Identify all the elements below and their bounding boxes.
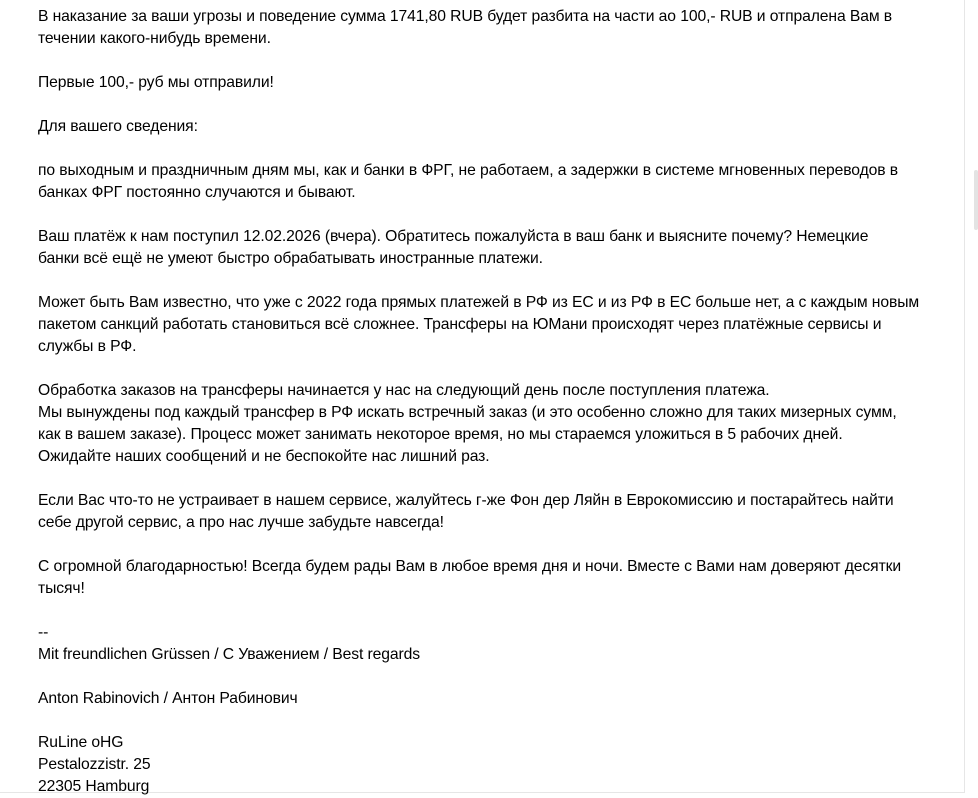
signature-street: Pestalozzistr. 25 xyxy=(38,756,151,773)
message-body xyxy=(38,6,950,798)
message-paragraph: Для вашего сведения: xyxy=(38,118,198,135)
message-paragraph: Ваш платёж к нам поступил 12.02.2026 (вчера). Обратитесь пожалуйста в ваш банк и выясните почему? Немецкие банки всё ещё не умеют быстро обрабатывать иностранные платежи. xyxy=(38,228,869,267)
message-paragraph: Первые 100,- руб мы отправили! xyxy=(38,74,274,91)
signature-spacer xyxy=(38,666,950,688)
message-paragraph: Может быть Вам известно, что уже с 2022 года прямых платежей в РФ из ЕС и из РФ в ЕС больше нет, а с каждым новым пакетом санкций работать становиться всё сложнее. Трансферы на ЮМани происходят через платёжные сервисы и службы в РФ. xyxy=(38,294,920,355)
message-paragraph: В наказание за ваши угрозы и поведение сумма 1741,80 RUB будет разбита на части ао 100,- RUB и отпралена Вам в течении какого-нибудь времени. xyxy=(38,8,893,47)
signature-name: Anton Rabinovich / Антон Рабинович xyxy=(38,690,298,707)
message-paragraph: Обработка заказов на трансферы начинается у нас на следующий день после поступления платежа. Мы вынуждены под каждый трансфер в РФ искать встречный заказ (и это особенно сложно для таких мизерных сумм, как в вашем заказе). Процесс может занимать некоторое время, но мы стараемся уложиться в 5 рабочих дней. Ожидайте наших сообщений и не беспокойте нас лишний раз. xyxy=(38,382,897,465)
signature-regards: Mit freundlichen Grüssen / С Уважением / Best regards xyxy=(38,646,420,663)
message-paragraph: Если Вас что-то не устраивает в нашем сервисе, жалуйтесь г-же Фон дер Ляйн в Еврокомиссию и постарайтесь найти себе другой сервис, а про нас лучше забудьте навсегда! xyxy=(38,492,894,531)
signature-city: 22305 Hamburg xyxy=(38,778,150,795)
signature-block xyxy=(38,622,950,798)
signature-spacer xyxy=(38,710,950,732)
message-paragraph: по выходным и праздничным дням мы, как и банки в ФРГ, не работаем, а задержки в системе мгновенных переводов в банках ФРГ постоянно случаются и бывают. xyxy=(38,162,898,201)
signature-separator: -- xyxy=(38,624,49,641)
message-paragraph: С огромной благодарностью! Всегда будем рады Вам в любое время дня и ночи. Вместе с Вами нам доверяют десятки тысяч! xyxy=(38,558,902,597)
scrollbar-thumb[interactable] xyxy=(974,170,978,230)
signature-company: RuLine oHG xyxy=(38,734,124,751)
